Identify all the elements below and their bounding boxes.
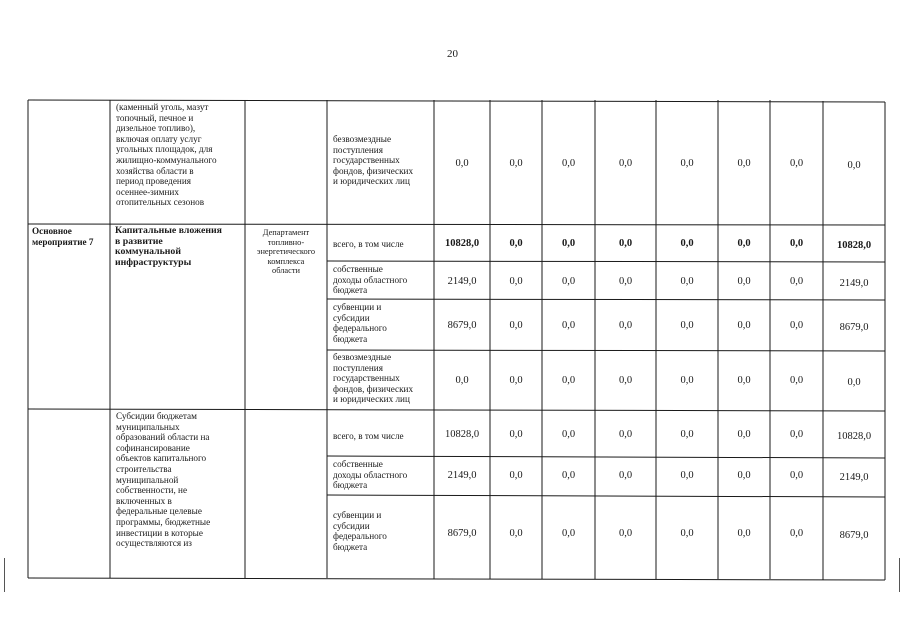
value-cell: 8679,0 xyxy=(447,320,477,331)
value-cell: 0,0 xyxy=(789,429,804,440)
activity-description: (каменный уголь, мазут топочный, печное и дизельное топливо), включая оплату услуг угольных площадок, для жилищно-коммунального хозяйства области в период проведения осеннее-зимних отопительных сезонов xyxy=(116,102,217,208)
value-cell: 0,0 xyxy=(618,470,633,481)
value-cell: 10828,0 xyxy=(836,431,872,442)
value-cell: 0,0 xyxy=(737,238,751,249)
value-cell: 0,0 xyxy=(680,158,694,169)
value-cell: 0,0 xyxy=(509,320,523,331)
value-cell: 0,0 xyxy=(789,320,804,331)
value-cell: 0,0 xyxy=(618,528,633,539)
value-cell: 10828,0 xyxy=(444,238,480,249)
value-cell: 0,0 xyxy=(680,320,694,331)
value-cell: 0,0 xyxy=(509,470,523,481)
value-cell: 0,0 xyxy=(618,429,633,440)
value-cell: 10828,0 xyxy=(444,429,480,440)
scan-edge-mark xyxy=(899,558,900,592)
value-cell: 0,0 xyxy=(509,375,523,386)
value-cell: 0,0 xyxy=(680,276,694,287)
value-cell: 0,0 xyxy=(680,429,694,440)
value-cell: 0,0 xyxy=(789,158,804,169)
funding-source-cell: всего, в том числе xyxy=(333,431,404,441)
scan-edge-mark xyxy=(4,558,5,592)
measure-title: Капитальные вложения в развитие коммунальной инфраструктуры xyxy=(115,225,222,268)
value-cell: 0,0 xyxy=(455,375,469,386)
value-cell: 10828,0 xyxy=(836,240,872,251)
value-cell: 0,0 xyxy=(789,238,804,249)
value-cell: 0,0 xyxy=(737,276,751,287)
value-cell: 0,0 xyxy=(680,528,694,539)
value-cell: 0,0 xyxy=(737,429,751,440)
subsidy-description: Субсидии бюджетам муниципальных образований области на софинансирование объектов капитального строительства муниципальной собственности, не включенных в федеральные целевые программы, бюджетные инвестиции в которые осуществляются из xyxy=(116,411,211,549)
value-cell: 0,0 xyxy=(561,238,576,249)
value-cell: 8679,0 xyxy=(839,322,869,333)
value-cell: 0,0 xyxy=(847,160,861,171)
value-cell: 0,0 xyxy=(737,470,751,481)
value-cell: 0,0 xyxy=(509,429,523,440)
value-cell: 0,0 xyxy=(737,528,751,539)
value-cell: 0,0 xyxy=(561,528,576,539)
value-cell: 0,0 xyxy=(737,320,751,331)
value-cell: 2149,0 xyxy=(839,278,869,289)
value-cell: 0,0 xyxy=(561,276,576,287)
executor-cell: Департамент топливно- энергетического комплекса области xyxy=(256,228,316,276)
value-cell: 0,0 xyxy=(561,470,576,481)
value-cell: 2149,0 xyxy=(839,472,869,483)
value-cell: 2149,0 xyxy=(447,470,477,481)
value-cell: 0,0 xyxy=(618,158,633,169)
funding-source-cell: всего, в том числе xyxy=(333,239,404,249)
value-cell: 0,0 xyxy=(618,375,633,386)
funding-source-cell: безвозмездные поступления государственных фондов, физических и юридических лиц xyxy=(333,352,414,405)
value-cell: 0,0 xyxy=(847,377,861,388)
value-cell: 0,0 xyxy=(737,158,751,169)
measure-label: Основное мероприятие 7 xyxy=(32,226,94,247)
value-cell: 0,0 xyxy=(455,158,469,169)
value-cell: 0,0 xyxy=(561,375,576,386)
value-cell: 0,0 xyxy=(680,375,694,386)
value-cell: 0,0 xyxy=(561,320,576,331)
value-cell: 0,0 xyxy=(561,158,576,169)
value-cell: 0,0 xyxy=(561,429,576,440)
funding-source-cell: субвенции и субсидии федерального бюджета xyxy=(333,302,387,344)
value-cell: 0,0 xyxy=(789,470,804,481)
value-cell: 0,0 xyxy=(680,238,694,249)
value-cell: 0,0 xyxy=(509,238,523,249)
value-cell: 0,0 xyxy=(618,276,633,287)
funding-source-cell: собственные доходы областного бюджета xyxy=(333,264,408,296)
funding-source-cell: собственные доходы областного бюджета xyxy=(333,459,408,491)
value-cell: 8679,0 xyxy=(447,528,477,539)
value-cell: 0,0 xyxy=(789,375,804,386)
value-cell: 0,0 xyxy=(509,276,523,287)
funding-source-cell: безвозмездные поступления государственных фондов, физических и юридических лиц xyxy=(333,134,414,187)
value-cell: 0,0 xyxy=(509,158,523,169)
value-cell: 2149,0 xyxy=(447,276,477,287)
value-cell: 0,0 xyxy=(737,375,751,386)
funding-source-cell: субвенции и субсидии федерального бюджета xyxy=(333,510,387,552)
value-cell: 8679,0 xyxy=(839,530,869,541)
value-cell: 0,0 xyxy=(789,528,804,539)
value-cell: 0,0 xyxy=(680,470,694,481)
value-cell: 0,0 xyxy=(509,528,523,539)
value-cell: 0,0 xyxy=(789,276,804,287)
value-cell: 0,0 xyxy=(618,320,633,331)
value-cell: 0,0 xyxy=(618,238,633,249)
page-number: 20 xyxy=(447,48,458,60)
